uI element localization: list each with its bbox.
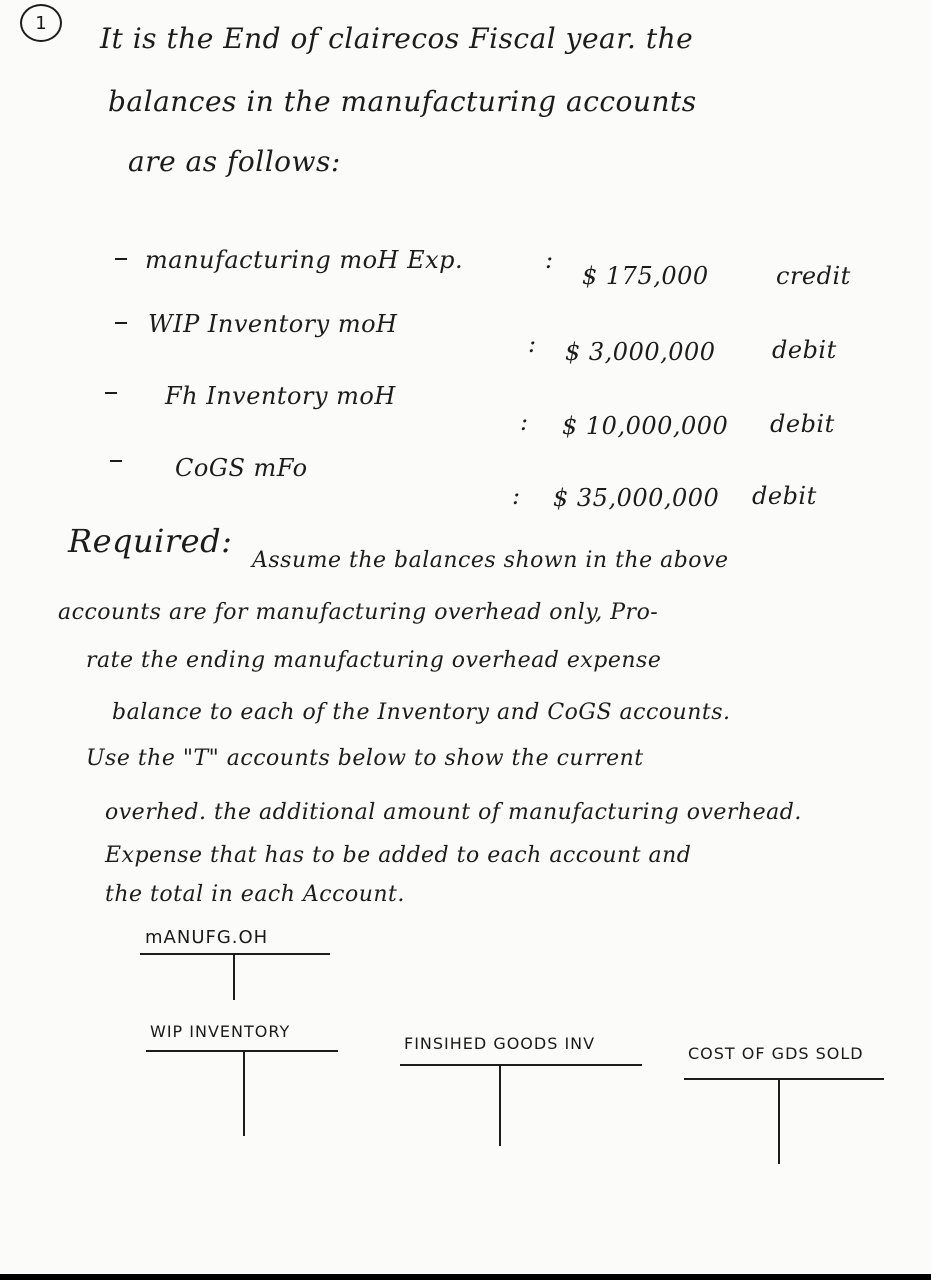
account-side-2: debit [772, 336, 837, 364]
account-name-3: Fh Inventory moH [165, 382, 396, 410]
required-label: Required: [68, 522, 233, 560]
bullet-dash [115, 322, 127, 324]
account-name-2: WIP Inventory moH [148, 310, 398, 338]
bullet-dash [110, 460, 122, 462]
bottom-edge [0, 1274, 931, 1280]
intro-line-3: are as follows: [128, 145, 341, 178]
required-line-1: Assume the balances shown in the above [252, 548, 729, 573]
required-line-3: rate the ending manufacturing overhead expense [86, 648, 662, 673]
account-side-4: debit [752, 482, 817, 510]
t-account-stem [233, 953, 235, 1000]
t-account-title-moh: mANUFG.OH [145, 927, 269, 948]
account-amount-1: $ 175,000 [582, 262, 709, 290]
account-sep-1: : [545, 246, 554, 274]
account-side-3: debit [770, 410, 835, 438]
account-amount-2: $ 3,000,000 [565, 338, 716, 366]
account-amount-4: $ 35,000,000 [553, 484, 720, 512]
account-sep-2: : [528, 330, 537, 358]
required-line-6: overhed. the additional amount of manufacturing overhead. [105, 800, 802, 825]
required-line-2: accounts are for manufacturing overhead only, Pro- [58, 600, 659, 625]
question-number: 1 [20, 4, 62, 42]
t-account-title-cogs: COST OF GDS SOLD [688, 1044, 864, 1063]
t-account-stem [243, 1050, 245, 1136]
account-side-1: credit [776, 262, 851, 290]
t-account-bar [140, 953, 330, 955]
account-name-1: manufacturing moH Exp. [145, 246, 464, 274]
intro-line-1: It is the End of clairecos Fiscal year. the [100, 22, 694, 55]
t-account-title-fg: FINSIHED GOODS INV [404, 1034, 596, 1053]
t-account-bar [684, 1078, 884, 1080]
bullet-dash [105, 392, 117, 394]
required-line-5: Use the "T" accounts below to show the current [86, 746, 644, 771]
required-line-7: Expense that has to be added to each account and [105, 843, 692, 868]
t-account-title-wip: WIP INVENTORY [150, 1022, 291, 1041]
t-account-bar [146, 1050, 338, 1052]
account-amount-3: $ 10,000,000 [562, 412, 729, 440]
required-line-4: balance to each of the Inventory and CoGS accounts. [112, 700, 731, 725]
account-name-4: CoGS mFo [175, 454, 308, 482]
account-sep-4: : [512, 482, 521, 510]
required-line-8: the total in each Account. [105, 882, 405, 907]
t-account-stem [778, 1078, 780, 1164]
t-account-bar [400, 1064, 642, 1066]
account-sep-3: : [520, 408, 529, 436]
bullet-dash [115, 258, 127, 260]
intro-line-2: balances in the manufacturing accounts [108, 85, 697, 118]
t-account-stem [499, 1064, 501, 1146]
